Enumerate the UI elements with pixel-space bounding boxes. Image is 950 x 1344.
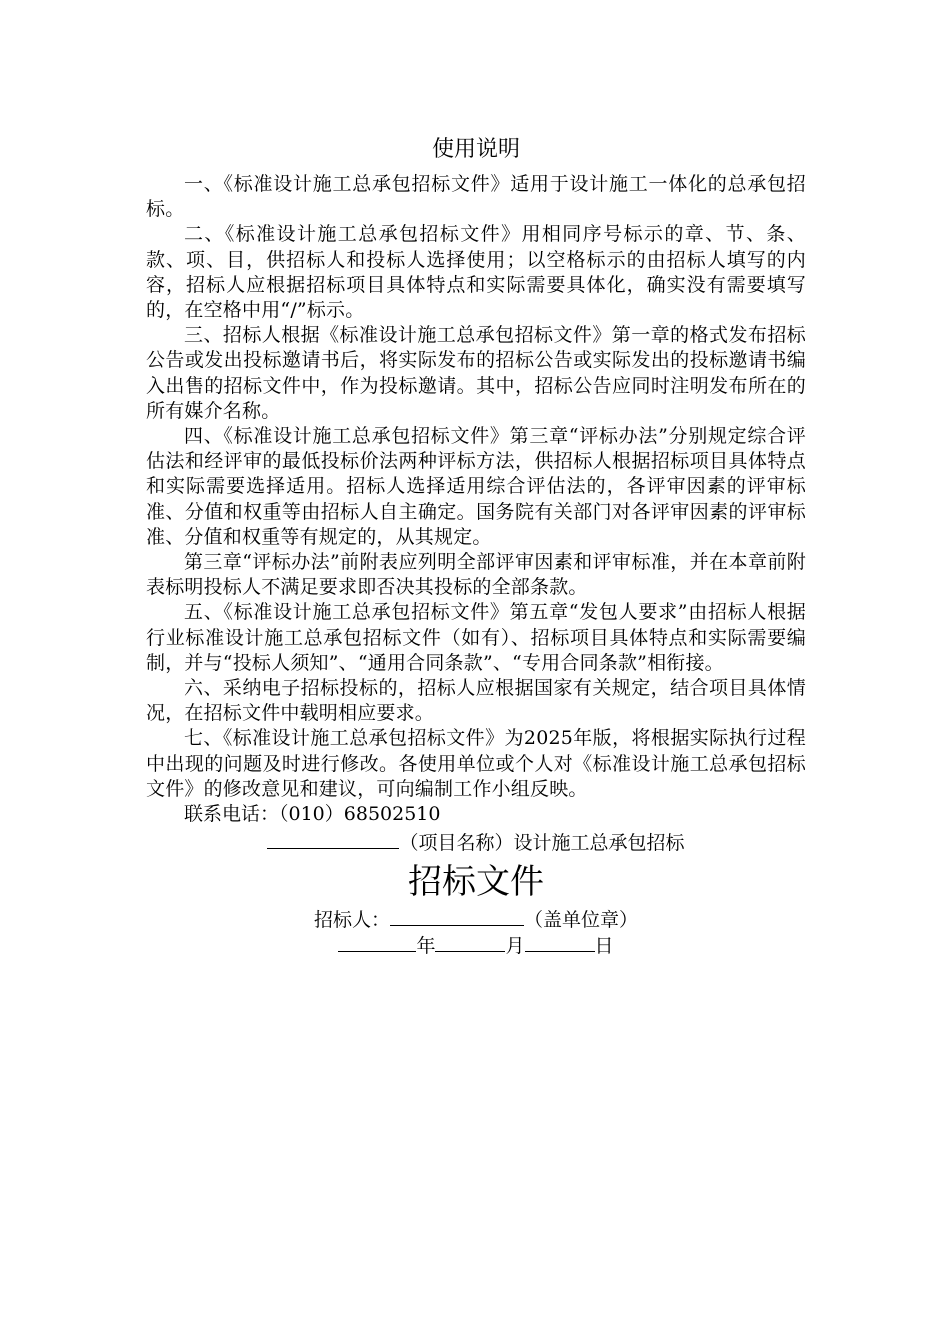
date-line <box>146 933 806 959</box>
day-label: 日 <box>594 935 614 958</box>
paragraph-3: 三、招标人根据《标准设计施工总承包招标文件》第一章的格式发布招标公告或发出投标邀请书后，将实际发布的招标公告或实际发出的投标邀请书编入出售的招标文件中，作为投标邀请。其中，招标公告应同时注明发布所在的所有媒介名称。 <box>146 324 806 422</box>
project-name-suffix: （项目名称）设计施工总承包招标 <box>399 832 685 855</box>
instructions-title: 使用说明 <box>431 137 520 162</box>
month-blank[interactable] <box>435 933 505 952</box>
bidder-blank[interactable] <box>390 907 524 926</box>
bidder-line <box>146 907 806 933</box>
bidder-label: 招标人： <box>313 909 390 932</box>
paragraph-5: 五、《标准设计施工总承包招标文件》第五章“发包人要求”由招标人根据行业标准设计施工总承包招标文件（如有）、招标项目具体特点和实际需要编制，并与“投标人须知”、“通用合同条款”、“专用合同条款”相衔接。 <box>146 601 806 674</box>
day-blank[interactable] <box>525 933 595 952</box>
seal-note: （盖单位章） <box>524 909 639 932</box>
year-blank[interactable] <box>338 933 416 952</box>
project-name-blank[interactable] <box>267 830 399 849</box>
paragraph-6: 六、采纳电子招标投标的，招标人应根据国家有关规定，结合项目具体情况，在招标文件中载明相应要求。 <box>146 677 806 725</box>
paragraph-7: 七、《标准设计施工总承包招标文件》为2025年版，将根据实际执行过程中出现的问题及时进行修改。各使用单位或个人对《标准设计施工总承包招标文件》的修改意见和建议，可向编制工作小组反映。 <box>146 727 806 800</box>
document-page <box>146 132 806 959</box>
paragraph-1: 一、《标准设计施工总承包招标文件》适用于设计施工一体化的总承包招标。 <box>146 173 806 221</box>
paragraph-2: 二、《标准设计施工总承包招标文件》用相同序号标示的章、节、条、款、项、目，供招标人和投标人选择使用；以空格标示的由招标人填写的内容，招标人应根据招标项目具体特点和实际需要具体化，确实没有需要填写的，在空格中用“/”标示。 <box>146 223 806 322</box>
year-label: 年 <box>416 935 436 958</box>
document-title: 招标文件 <box>408 862 544 903</box>
month-label: 月 <box>505 935 525 958</box>
contact-phone: 联系电话：（010）68502510 <box>184 803 441 826</box>
paragraph-4: 四、《标准设计施工总承包招标文件》第三章“评标办法”分别规定综合评估法和经评审的最低投标价法两种评标方法，供招标人根据招标项目具体特点和实际需要选择适用。招标人选择适用综合评估法的，各评审因素的评审标准、分值和权重等由招标人自主确定。国务院有关部门对各评审因素的评审标准、分值和权重等有规定的，从其规定。 <box>146 425 806 548</box>
project-name-line <box>146 829 806 857</box>
paragraph-4b: 第三章“评标办法”前附表应列明全部评审因素和评审标准，并在本章前附表标明投标人不满足要求即否决其投标的全部条款。 <box>146 551 806 599</box>
